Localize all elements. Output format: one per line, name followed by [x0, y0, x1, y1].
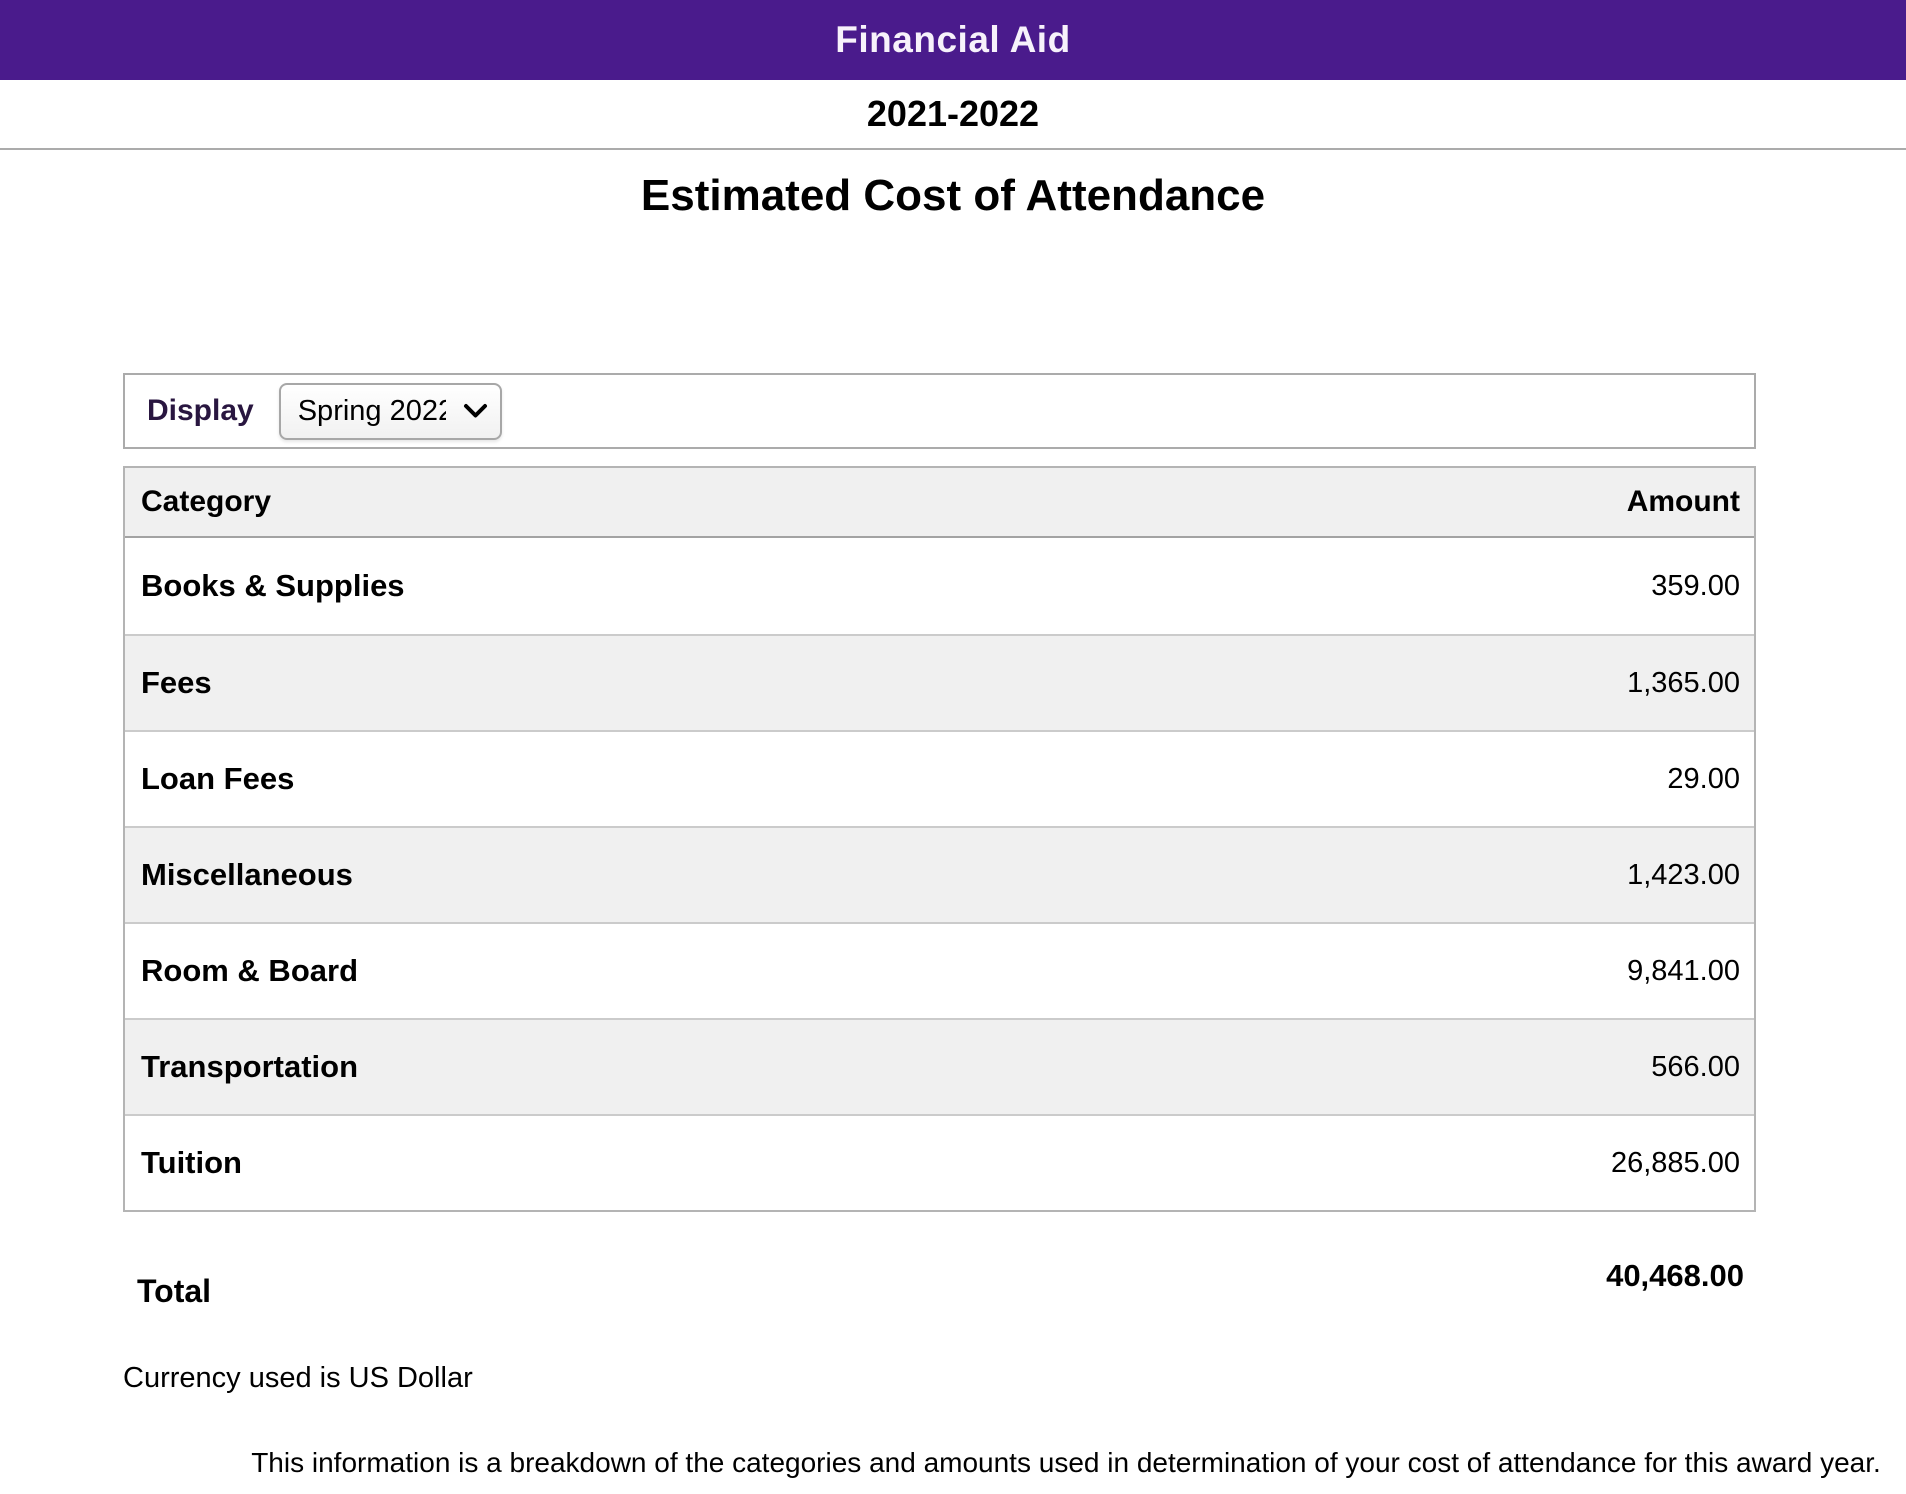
amount-cell: 9,841.00	[1627, 954, 1740, 987]
category-cell: Miscellaneous	[141, 857, 353, 892]
table-row	[125, 1018, 1754, 1114]
page-heading: Estimated Cost of Attendance	[640, 171, 1266, 220]
table-row	[125, 634, 1754, 730]
currency-note: Currency used is US Dollar	[123, 1362, 473, 1394]
year-subtitle: 2021-2022	[866, 93, 1040, 134]
table-row	[125, 538, 1754, 634]
table-row	[125, 1114, 1754, 1210]
table-row	[125, 730, 1754, 826]
term-select-wrap	[279, 383, 502, 440]
table-body	[125, 538, 1754, 1210]
table-header-row	[125, 468, 1754, 538]
amount-cell: 1,365.00	[1627, 666, 1740, 699]
table-row	[125, 826, 1754, 922]
amount-cell: 566.00	[1651, 1050, 1740, 1083]
total-amount: 40,468.00	[1606, 1258, 1744, 1293]
category-cell: Tuition	[141, 1145, 242, 1180]
term-select[interactable]	[279, 383, 502, 440]
amount-cell: 359.00	[1651, 569, 1740, 602]
column-header-amount: Amount	[1626, 485, 1740, 518]
footer-note: This information is a breakdown of the categories and amounts used in determination of your cost of attendance for this award year.	[251, 1447, 1881, 1478]
category-cell: Books & Supplies	[141, 568, 405, 603]
category-cell: Transportation	[141, 1049, 359, 1084]
amount-cell: 29.00	[1667, 762, 1740, 795]
category-cell: Loan Fees	[141, 761, 295, 796]
table-row	[125, 922, 1754, 1018]
category-cell: Room & Board	[141, 953, 358, 988]
app-title: Financial Aid	[835, 19, 1071, 60]
amount-cell: 26,885.00	[1610, 1146, 1740, 1179]
app-header	[0, 0, 1906, 80]
column-header-category: Category	[141, 485, 272, 518]
category-cell: Fees	[141, 665, 212, 700]
display-box	[123, 373, 1756, 449]
cost-table	[123, 466, 1756, 1212]
total-label: Total	[137, 1273, 212, 1309]
total-row	[123, 1258, 1756, 1310]
amount-cell: 1,423.00	[1627, 858, 1740, 891]
year-bar	[0, 80, 1906, 150]
display-label: Display	[147, 394, 254, 427]
